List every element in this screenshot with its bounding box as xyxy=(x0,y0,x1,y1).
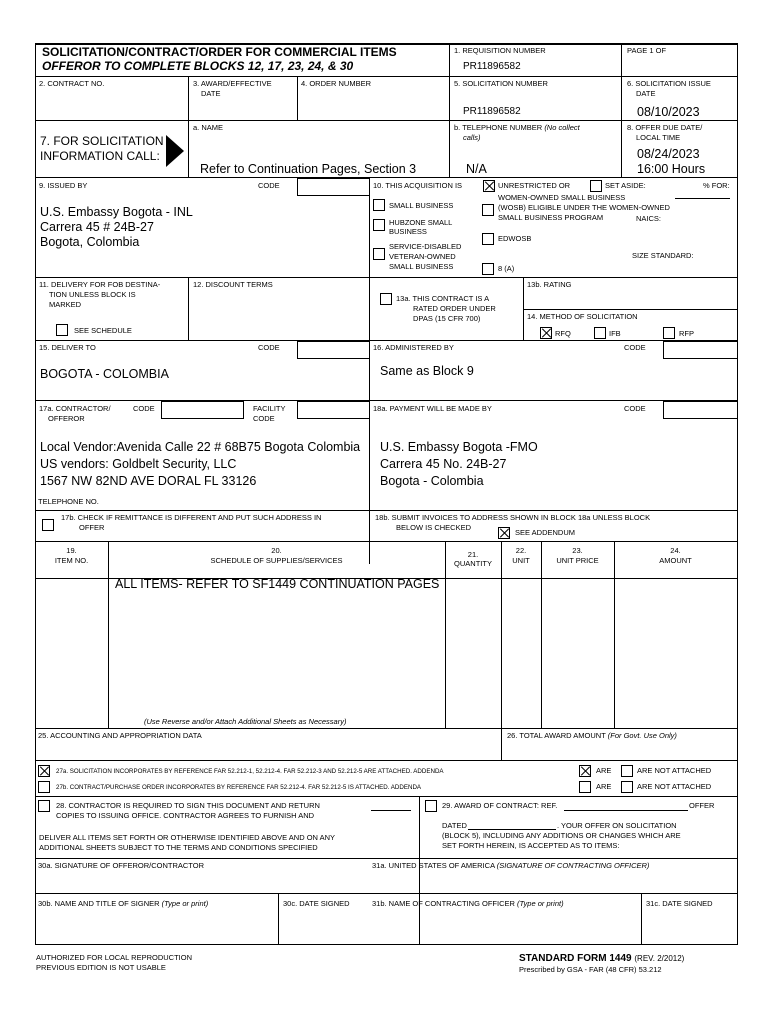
divider xyxy=(501,728,502,760)
see-addendum-checkbox[interactable] xyxy=(498,527,510,539)
unrestricted-label: UNRESTRICTED OR xyxy=(498,181,571,190)
requisition-value[interactable]: PR11896582 xyxy=(463,61,521,72)
contract-no-label: 2. CONTRACT NO. xyxy=(39,79,105,88)
wosb-checkbox[interactable] xyxy=(482,204,494,216)
hubzone-checkbox[interactable] xyxy=(373,219,385,231)
form-left-border xyxy=(35,43,36,944)
schedule-footnote: (Use Reverse and/or Attach Additional Sheets as Necessary) xyxy=(144,717,347,726)
contractor-line3: 1567 NW 82ND AVE DORAL FL 33126 xyxy=(40,474,257,488)
divider xyxy=(35,796,738,797)
wosb-label: WOMEN-OWNED SMALL BUSINESS xyxy=(498,193,626,202)
rating-label: 13b. RATING xyxy=(527,280,572,289)
divider xyxy=(35,277,738,278)
page-label: PAGE 1 OF xyxy=(627,46,667,55)
due-date-label: 8. OFFER DUE DATE/ xyxy=(627,123,703,132)
discount-terms-label: 12. DISCOUNT TERMS xyxy=(193,280,273,289)
phone-label: b. TELEPHONE NUMBER (No collect xyxy=(454,123,580,132)
issue-date-label-2: DATE xyxy=(636,89,656,98)
requisition-label: 1. REQUISITION NUMBER xyxy=(454,46,546,55)
divider xyxy=(35,728,738,729)
order-number-label: 4. ORDER NUMBER xyxy=(301,79,372,88)
divider xyxy=(35,76,738,77)
hubzone-label: HUBZONE SMALL xyxy=(389,218,453,227)
contractor-label: 17a. CONTRACTOR/ xyxy=(39,404,111,413)
see-addendum-label: SEE ADDENDUM xyxy=(515,528,576,537)
29-offer-label: OFFER xyxy=(689,801,715,810)
copies-field[interactable] xyxy=(371,810,411,811)
see-schedule-checkbox[interactable] xyxy=(56,324,68,336)
payment-line1: U.S. Embassy Bogota -FMO xyxy=(380,440,538,454)
divider xyxy=(449,43,450,177)
due-time-value[interactable]: 16:00 Hours xyxy=(637,162,706,176)
27a-not-attached-checkbox[interactable] xyxy=(621,765,633,777)
contractor-code-field[interactable] xyxy=(161,401,244,419)
set-aside-checkbox[interactable] xyxy=(590,180,602,192)
divider xyxy=(35,858,738,859)
issued-by-label: 9. ISSUED BY xyxy=(39,181,88,190)
27a-are-label: ARE xyxy=(596,766,612,775)
form-title: SOLICITATION/CONTRACT/ORDER FOR COMMERCIAL ITEMS xyxy=(42,45,397,59)
arrow-right-icon xyxy=(166,135,184,167)
divider xyxy=(108,541,109,728)
divider xyxy=(523,309,738,310)
divider xyxy=(621,43,622,177)
total-award-label: 26. TOTAL AWARD AMOUNT (For Govt. Use Only) xyxy=(507,731,677,740)
29-label-3: (BLOCK 5), INCLUDING ANY ADDITIONS OR CHANGES WHICH ARE xyxy=(442,831,681,840)
deliver-to-code-field[interactable] xyxy=(297,341,370,359)
remittance-label: 17b. CHECK IF REMITTANCE IS DIFFERENT AND PUT SUCH ADDRESS IN xyxy=(61,513,322,522)
divider xyxy=(35,760,738,761)
28-checkbox[interactable] xyxy=(38,800,50,812)
schedule-body: ALL ITEMS- REFER TO SF1449 CONTINUATION PAGES xyxy=(115,577,440,591)
col-quantity-num: 21. xyxy=(467,550,479,559)
form-bottom-border xyxy=(35,944,738,945)
payment-line2: Carrera 45 No. 24B-27 xyxy=(380,457,507,471)
27b-not-attached-label: ARE NOT ATTACHED xyxy=(637,782,712,791)
divider xyxy=(541,541,542,728)
accounting-label: 25. ACCOUNTING AND APPROPRIATION DATA xyxy=(38,731,202,740)
unrestricted-checkbox[interactable] xyxy=(483,180,495,192)
issued-by-code-label: CODE xyxy=(258,181,280,190)
size-standard-label: SIZE STANDARD: xyxy=(632,251,694,260)
edwosb-checkbox[interactable] xyxy=(482,233,494,245)
rfq-checkbox[interactable] xyxy=(540,327,552,339)
dated-field[interactable] xyxy=(468,829,556,830)
ifb-checkbox[interactable] xyxy=(594,327,606,339)
facility-code-field[interactable] xyxy=(297,401,370,419)
hubzone-label-2: BUSINESS xyxy=(389,227,427,236)
payment-line3: Bogota - Colombia xyxy=(380,474,484,488)
remittance-checkbox[interactable] xyxy=(42,519,54,531)
col-unit: UNIT xyxy=(512,556,530,565)
divider xyxy=(35,893,738,894)
solicitation-call-label-2: INFORMATION CALL: xyxy=(40,149,160,163)
rfp-checkbox[interactable] xyxy=(663,327,675,339)
col-unit-num: 22. xyxy=(515,546,527,555)
contractor-label-2: OFFEROR xyxy=(48,414,85,423)
small-business-label: SMALL BUSINESS xyxy=(389,201,454,210)
percent-for-label: % FOR: xyxy=(703,181,730,190)
col-item-no-num: 19. xyxy=(66,546,77,555)
divider xyxy=(614,541,615,728)
divider xyxy=(188,76,189,177)
date-signed-label: 30c. DATE SIGNED xyxy=(283,899,350,908)
footer-prescribed: Prescribed by GSA - FAR (48 CFR) 53.212 xyxy=(519,965,662,974)
deliver-to-label: 15. DELIVER TO xyxy=(39,343,96,352)
29-dated-label: DATED xyxy=(442,821,467,830)
8a-checkbox[interactable] xyxy=(482,263,494,275)
co-date-signed-label: 31c. DATE SIGNED xyxy=(646,899,713,908)
sdvosb-label-3: SMALL BUSINESS xyxy=(389,262,454,271)
fob-label-2: TION UNLESS BLOCK IS xyxy=(49,290,136,299)
col-item-no: ITEM NO. xyxy=(54,556,89,565)
col-quantity: QUANTITY xyxy=(454,559,492,568)
ifb-label: IFB xyxy=(609,329,621,338)
solicitation-number-value[interactable]: PR11896582 xyxy=(463,106,521,117)
wosb-label-2: (WOSB) ELIGIBLE UNDER THE WOMEN-OWNED xyxy=(498,203,670,212)
divider xyxy=(35,541,738,542)
28-label-4: ADDITIONAL SHEETS SUBJECT TO THE TERMS AND CONDITIONS SPECIFIED xyxy=(39,843,318,852)
signer-name-label: 30b. NAME AND TITLE OF SIGNER (Type or print) xyxy=(38,899,209,908)
29-checkbox[interactable] xyxy=(425,800,437,812)
deliver-to-value: BOGOTA - COLOMBIA xyxy=(40,367,169,381)
form-subtitle: OFFEROR TO COMPLETE BLOCKS 12, 17, 23, 24, & 30 xyxy=(42,59,354,73)
name-value[interactable]: Refer to Continuation Pages, Section 3 xyxy=(200,162,417,176)
contractor-code-label: CODE xyxy=(133,404,155,413)
wosb-label-3: SMALL BUSINESS PROGRAM xyxy=(498,213,604,222)
sdvosb-label-2: VETERAN-OWNED xyxy=(389,252,456,261)
divider xyxy=(297,76,298,120)
administered-by-label: 16. ADMINISTERED BY xyxy=(373,343,454,352)
remittance-label-2: OFFER xyxy=(79,523,105,532)
sdvosb-label: SERVICE-DISABLED xyxy=(389,242,462,251)
sdvosb-checkbox[interactable] xyxy=(373,248,385,260)
payment-code-label: CODE xyxy=(624,404,646,413)
rfp-label: RFP xyxy=(679,329,694,338)
27a-are-checkbox[interactable] xyxy=(579,765,591,777)
col-schedule-num: 20. xyxy=(271,546,282,555)
rated-order-label: 13a. THIS CONTRACT IS A xyxy=(396,294,490,303)
col-amount: AMOUNT xyxy=(659,556,692,565)
naics-label: NAICS: xyxy=(636,214,662,223)
facility-label: FACILITY xyxy=(253,404,286,413)
method-label: 14. METHOD OF SOLICITATION xyxy=(527,312,638,321)
col-unit-price: UNIT PRICE xyxy=(556,556,599,565)
payment-label: 18a. PAYMENT WILL BE MADE BY xyxy=(373,404,492,413)
27a-not-attached-label: ARE NOT ATTACHED xyxy=(637,766,712,775)
due-date-label-2: LOCAL TIME xyxy=(636,133,681,142)
divider xyxy=(35,510,738,511)
divider xyxy=(445,541,446,728)
divider xyxy=(501,541,502,728)
issued-by-line3: Bogota, Colombia xyxy=(40,235,140,249)
issued-by-code-field[interactable] xyxy=(297,178,370,196)
rated-order-label-3: DPAS (15 CFR 700) xyxy=(413,314,481,323)
phone-note: calls) xyxy=(463,133,481,142)
29-label-4: SET FORTH HEREIN, IS ACCEPTED AS TO ITEMS: xyxy=(442,841,620,850)
divider xyxy=(641,893,642,944)
27a-label: 27a. SOLICITATION INCORPORATES BY REFERENCE FAR 52.212-1, 52.212-4. FAR 52.212-3 AND 52.212-5 ARE ATTACHED. ADDENDA xyxy=(56,768,444,775)
facility-label-2: CODE xyxy=(253,414,275,423)
divider xyxy=(188,277,189,340)
divider xyxy=(35,400,738,401)
co-name-label: 31b. NAME OF CONTRACTING OFFICER (Type or print) xyxy=(372,899,564,908)
solicitation-call-label: 7. FOR SOLICITATION xyxy=(40,134,164,148)
28-label: 28. CONTRACTOR IS REQUIRED TO SIGN THIS DOCUMENT AND RETURN xyxy=(56,801,320,810)
fob-label: 11. DELIVERY FOR FOB DESTINA- xyxy=(39,280,161,289)
issued-by-line2: Carrera 45 # 24B-27 xyxy=(40,220,154,234)
solicitation-number-label: 5. SOLICITATION NUMBER xyxy=(454,79,548,88)
award-date-label-2: DATE xyxy=(201,89,221,98)
footer-previous-edition: PREVIOUS EDITION IS NOT USABLE xyxy=(36,963,166,972)
acquisition-label: 10. THIS ACQUISITION IS xyxy=(373,181,463,190)
administered-code-label: CODE xyxy=(624,343,646,352)
col-amount-num: 24. xyxy=(670,546,681,555)
divider xyxy=(278,893,279,944)
27b-label: 27b. CONTRACT/PURCHASE ORDER INCORPORATES BY REFERENCE FAR 52.212-4. FAR 52.212-5 IS ATTACHED. ADDENDA xyxy=(56,784,422,791)
27b-are-label: ARE xyxy=(596,782,612,791)
27b-not-attached-checkbox[interactable] xyxy=(621,781,633,793)
name-label: a. NAME xyxy=(193,123,224,132)
submit-invoices-label: 18b. SUBMIT INVOICES TO ADDRESS SHOWN IN BLOCK 18a UNLESS BLOCK xyxy=(375,513,651,522)
signature-co-label: 31a. UNITED STATES OF AMERICA (SIGNATURE OF CONTRACTING OFFICER) xyxy=(372,861,650,870)
due-date-value[interactable]: 08/24/2023 xyxy=(637,147,700,161)
rated-order-checkbox[interactable] xyxy=(380,293,392,305)
award-date-label: 3. AWARD/EFFECTIVE xyxy=(193,79,272,88)
edwosb-label: EDWOSB xyxy=(498,234,532,243)
contractor-line2: US vendors: Goldbelt Security, LLC xyxy=(40,457,237,471)
set-aside-label: SET ASIDE: xyxy=(605,181,646,190)
divider xyxy=(369,177,370,564)
administered-by-value: Same as Block 9 xyxy=(380,364,474,378)
ref-field[interactable] xyxy=(564,810,688,811)
administered-code-field[interactable] xyxy=(663,341,738,359)
issued-by-line1: U.S. Embassy Bogota - INL xyxy=(40,205,193,219)
29-offer-on-label: . YOUR OFFER ON SOLICITATION xyxy=(557,821,677,830)
rfq-label: RFQ xyxy=(555,329,571,338)
issue-date-label: 6. SOLICITATION ISSUE xyxy=(627,79,711,88)
percent-field[interactable] xyxy=(675,198,730,199)
fob-label-3: MARKED xyxy=(49,300,82,309)
signature-offeror-label: 30a. SIGNATURE OF OFFEROR/CONTRACTOR xyxy=(38,861,204,870)
col-schedule: SCHEDULE OF SUPPLIES/SERVICES xyxy=(210,556,343,565)
27a-checkbox[interactable] xyxy=(38,765,50,777)
small-business-checkbox[interactable] xyxy=(373,199,385,211)
phone-value[interactable]: N/A xyxy=(466,162,487,176)
col-unit-price-num: 23. xyxy=(572,546,583,555)
28-label-3: DELIVER ALL ITEMS SET FORTH OR OTHERWISE IDENTIFIED ABOVE AND ON ANY xyxy=(39,833,336,842)
divider xyxy=(35,120,449,121)
issue-date-value[interactable]: 08/10/2023 xyxy=(637,105,700,119)
see-schedule-label: SEE SCHEDULE xyxy=(74,326,132,335)
footer-standard-form: STANDARD FORM 1449 (REV. 2/2012) xyxy=(519,953,685,964)
divider xyxy=(35,340,738,341)
27b-checkbox[interactable] xyxy=(38,781,50,793)
form-right-border xyxy=(737,43,738,944)
8a-label: 8 (A) xyxy=(498,264,515,273)
payment-code-field[interactable] xyxy=(663,401,738,419)
footer-reproduction: AUTHORIZED FOR LOCAL REPRODUCTION xyxy=(36,953,192,962)
contractor-line1: Local Vendor:Avenida Calle 22 # 68B75 Bogota Colombia xyxy=(40,440,361,454)
27b-are-checkbox[interactable] xyxy=(579,781,591,793)
rated-order-label-2: RATED ORDER UNDER xyxy=(413,304,496,313)
divider xyxy=(35,177,738,178)
28-label-2: COPIES TO ISSUING OFFICE. CONTRACTOR AGREES TO FURNISH AND xyxy=(56,811,315,820)
telephone-label: TELEPHONE NO. xyxy=(38,497,99,506)
submit-invoices-label-2: BELOW IS CHECKED xyxy=(396,523,472,532)
divider xyxy=(449,120,738,121)
deliver-to-code-label: CODE xyxy=(258,343,280,352)
29-label: 29. AWARD OF CONTRACT: REF. xyxy=(442,801,558,810)
